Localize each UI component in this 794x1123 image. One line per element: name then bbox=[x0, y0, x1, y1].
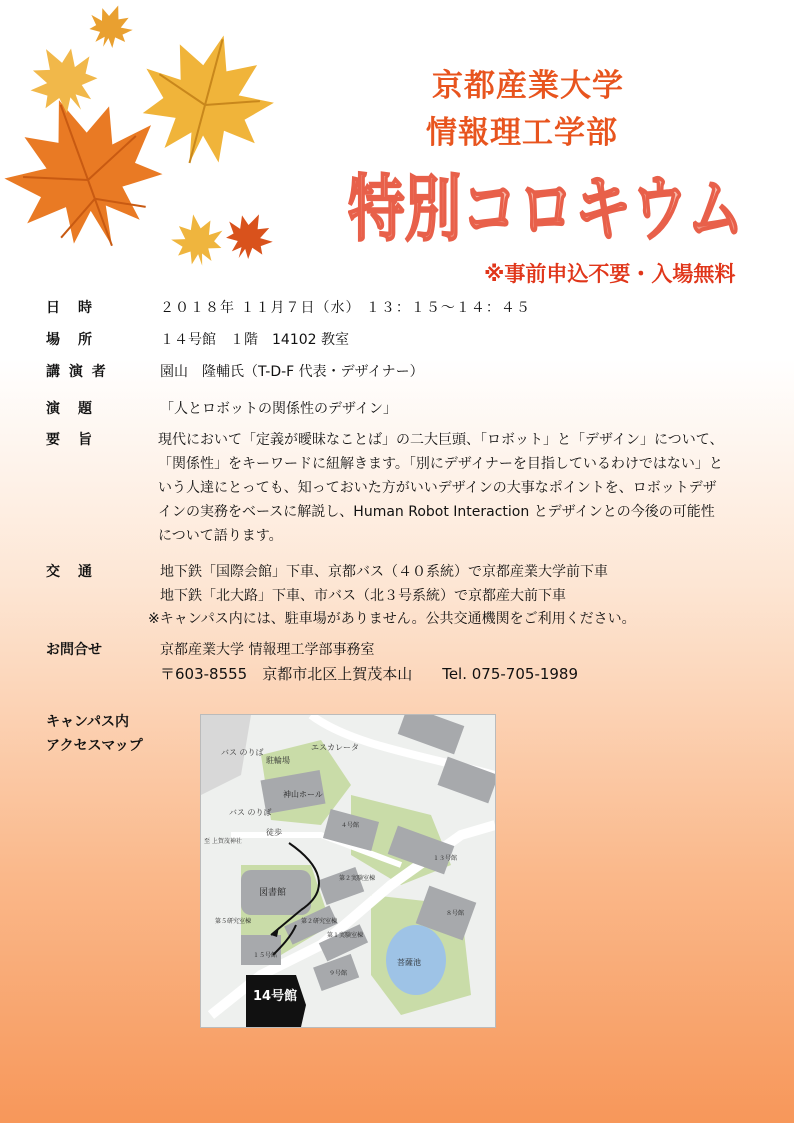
summary-line: インの実務をベースに解説し、Human Robot Interaction とデザインとの今後の可能性 bbox=[158, 504, 715, 520]
date-value: ２０１８年 １１月７日（水） １３：１５～１４：４５ bbox=[160, 300, 531, 316]
admission-notice: ※事前申込不要・入場無料 bbox=[484, 262, 736, 286]
campus-map bbox=[200, 714, 496, 1028]
map-label-bicycle: 駐輪場 bbox=[266, 756, 290, 765]
contact-label: お問合せ bbox=[46, 642, 102, 658]
campus-map-drawing bbox=[201, 715, 495, 1027]
access-line-1: 地下鉄「国際会館」下車、京都バス（４０系統）で京都産業大学前下車 bbox=[160, 564, 608, 580]
speaker-label: 講 演 者 bbox=[46, 364, 108, 380]
event-title-text: 特別コロキウム bbox=[348, 167, 744, 250]
map-label-escalator: エスカレータ bbox=[311, 743, 359, 752]
speaker-value: 園山 隆輔氏（T-D-F 代表・デザイナー） bbox=[160, 364, 424, 380]
event-title bbox=[348, 160, 748, 250]
map-label-lab1: 第１実験室棟 bbox=[327, 932, 364, 939]
map-label-bldg15: １５号館 bbox=[253, 952, 278, 959]
access-line-2: 地下鉄「北大路」下車、市バス（北３号系統）で京都産大前下車 bbox=[160, 588, 566, 604]
lecture-title-label: 演 題 bbox=[46, 401, 94, 417]
lecture-title-value: 「人とロボットの関係性のデザイン」 bbox=[160, 401, 398, 417]
map-label-bldg13: １３号館 bbox=[433, 855, 458, 862]
autumn-leaves-illustration bbox=[0, 0, 290, 280]
map-label-line-1: キャンパス内 bbox=[46, 714, 130, 730]
summary-line: 現代において「定義が曖昧なことば」の二大巨頭、「ロボット」と「デザイン」について、 bbox=[158, 432, 724, 448]
map-label-shrine: 至 上賀茂神社 bbox=[204, 838, 242, 845]
map-label-bus-stop-2: バス のりば bbox=[229, 808, 272, 817]
university-name: 京都産業大学 bbox=[432, 68, 624, 104]
contact-line-2: 〒603-8555 京都市北区上賀茂本山 Tel. 075-705-1989 bbox=[160, 665, 579, 683]
map-label-library: 図書館 bbox=[259, 888, 287, 898]
map-label-kamiyama-hall: 神山ホール bbox=[283, 790, 323, 799]
map-label-line-2: アクセスマップ bbox=[46, 738, 143, 754]
map-label-bldg8: ８号館 bbox=[446, 910, 465, 917]
date-label: 日 時 bbox=[46, 300, 94, 316]
map-label-research5: 第５研究室棟 bbox=[215, 918, 252, 925]
summary-text bbox=[158, 428, 754, 548]
parking-notice: ※キャンパス内には、駐車場がありません。公共交通機関をご利用ください。 bbox=[148, 611, 636, 627]
summary-line: について語ります。 bbox=[158, 528, 283, 544]
faculty-name: 情報理工学部 bbox=[426, 115, 618, 151]
map-label-bldg4: ４号館 bbox=[341, 822, 360, 829]
summary-line: 「関係性」をキーワードに紐解きます。「別にデザイナーを目指しているわけではない」と bbox=[158, 456, 723, 472]
map-label-lab2: 第２実験室棟 bbox=[339, 875, 376, 882]
map-label-bldg9: ９号館 bbox=[329, 970, 348, 977]
map-label-bus-stop-1: バス のりば bbox=[221, 748, 264, 757]
place-label: 場 所 bbox=[46, 332, 94, 348]
contact-line-1: 京都産業大学 情報理工学部事務室 bbox=[160, 642, 375, 658]
access-label: 交 通 bbox=[46, 564, 94, 580]
place-value: １４号館 １階 14102 教室 bbox=[160, 332, 349, 348]
map-label-bldg14: 14号館 bbox=[253, 989, 298, 1004]
map-label-walk: 徒歩 bbox=[266, 828, 282, 837]
summary-line: いう人達にとっても、知っておいた方がいいデザインの大事なポイントを、ロボットデザ bbox=[158, 480, 717, 496]
summary-label: 要 旨 bbox=[46, 432, 94, 448]
map-label-research2: 第２研究室棟 bbox=[301, 918, 338, 925]
map-label-pond: 菩薩池 bbox=[397, 958, 421, 967]
